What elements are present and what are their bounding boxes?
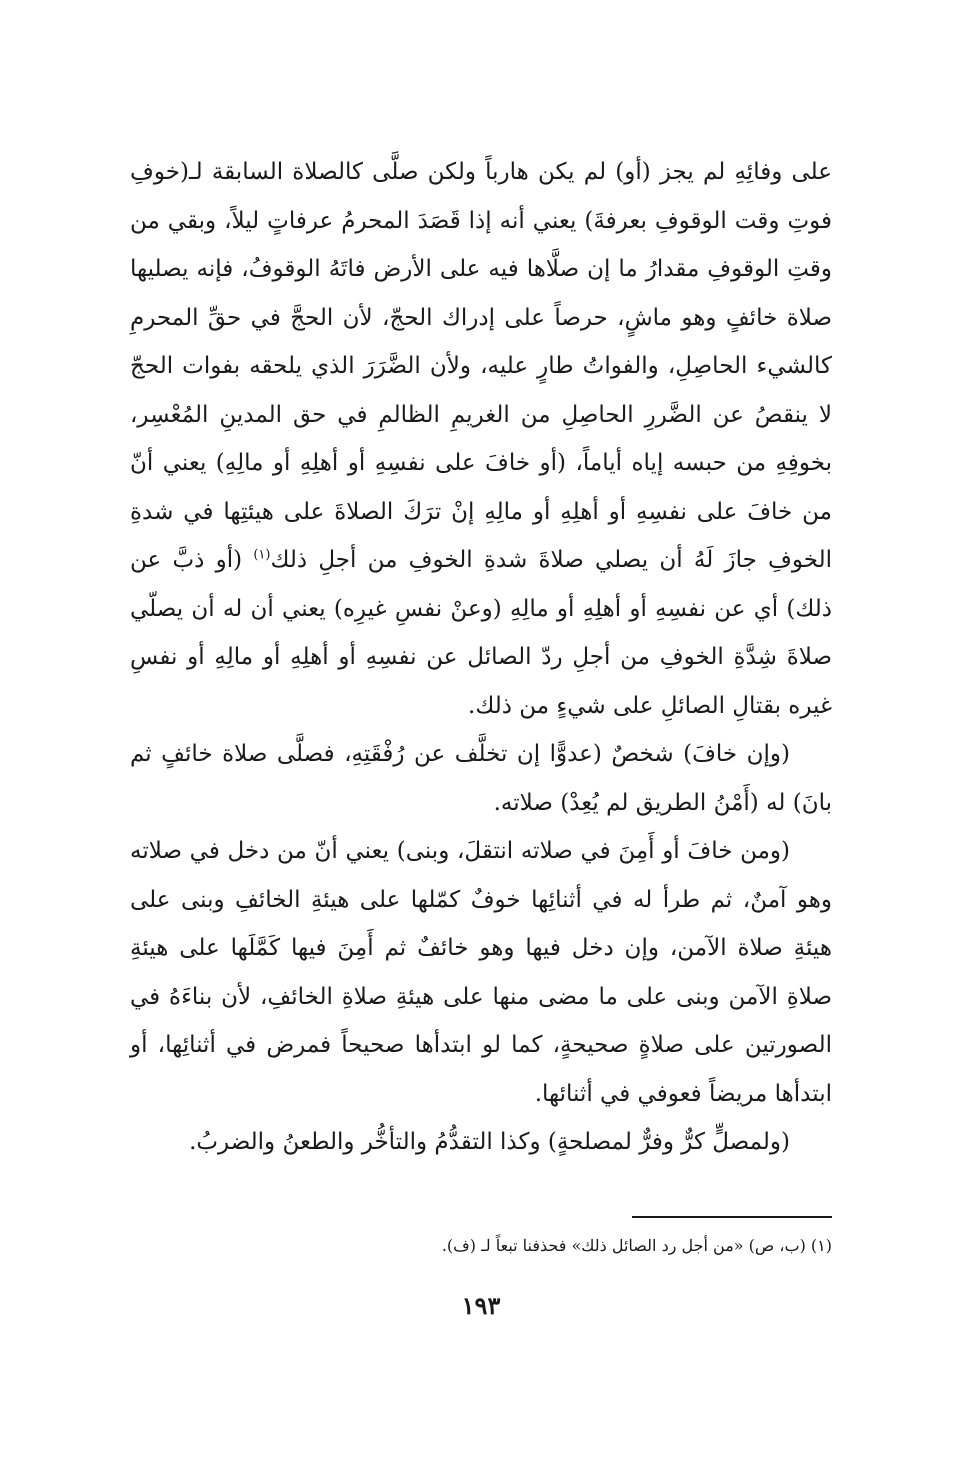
- footnote-reference: (١): [253, 547, 271, 563]
- paragraph-3: (ومن خافَ أو أَمِنَ في صلاته انتقلَ، وبنى) يعني أنّ من دخل في صلاته وهو آمنٌ، ثم طرأ له في أثنائِها خوفٌ كمّلها على هيئةِ الخائفِ وبنى على هيئةِ صلاة الآمن، وإن دخل فيها وهو خائفٌ ثم أَمِنَ فيها كَمَّلَها على هيئةِ صلاةِ الآمن وبنى على ما مضى منها على هيئةِ صلاةِ الخائفِ، لأن بناءَهُ في الصورتين على صلاةٍ صحيحةٍ، كما لو ابتدأها صحيحاً فمرض في أثنائِها، أو ابتدأها مريضاً فعوفي في أثنائها.: [130, 838, 832, 1107]
- main-text: [130, 148, 832, 1167]
- paragraph-2: (وإن خافَ) شخصٌ (عدوًّا إن تخلَّف عن رُفْقَتِهِ، فصلَّى صلاة خائفٍ ثم بانَ) له (أَمْنُ الطريق لم يُعِدْ) صلاته.: [130, 741, 832, 816]
- paragraph-1-text: على وفائِهِ لم يجز (أو) لم يكن هارباً ولكن صلَّى كالصلاة السابقة لـ(خوفِ فوتِ وقت الوقوفِ بعرفةَ) يعني أنه إذا قَصَدَ المحرمُ عرفاتٍ ليلاً، وبقي من وقتِ الوقوفِ مقدارُ ما إن صلَّاها فيه على الأرض فاتَهُ الوقوفُ، فإنه يصليها صلاة خائفٍ وهو ماشٍ، حرصاً على إدراك الحجّ، لأن الحجَّ في حقِّ المحرمِ كالشيء الحاصِلِ، والفواتُ طارٍ عليه، ولأن الضَّرَرَ الذي يلحقه بفوات الحجّ لا ينقصُ عن الضَّررِ الحاصِلِ من الغريمِ الظالمِ في حق المدينِ المُعْسِر، بخوفِهِ من حبسه إياه أياماً، (أو خافَ على نفسِهِ أو أهلِهِ أو مالِهِ) يعني أنّ من خافَ على نفسِهِ أو أهلِهِ أو مالِهِ إنْ ترَكَ الصلاةَ على هيئتِها في شدةِ الخوفِ جازَ لَهُ أن يصلي صلاةَ شدةِ الخوفِ من أجلِ ذلك: [130, 159, 833, 573]
- page-number: ١٩٣: [461, 1291, 501, 1320]
- footnote: (١) (ب، ص) «من أجل رد الصائل ذلك» فحذفنا تبعاً لـ (ف).: [441, 1236, 832, 1255]
- paragraph-1-continued: (أو ذبَّ عن ذلك) أي عن نفسِهِ أو أهلِهِ أو مالِهِ (وعنْ نفسِ غيرِه) يعني أن له أن يصلّي صلاةَ شِدَّةِ الخوفِ من أجلِ ردّ الصائل عن نفسِهِ أو أهلِهِ أو مالِهِ أو نفسِ غيره بقتالِ الصائلِ على شيءٍ من ذلك.: [130, 547, 832, 719]
- footnote-divider: [632, 1216, 832, 1218]
- paragraph-4: (ولمصلٍّ كرٌّ وفرٌّ لمصلحةٍ) وكذا التقدُّمُ والتأخُّر والطعنُ والضربُ.: [189, 1129, 790, 1155]
- paragraph-1: [130, 148, 832, 730]
